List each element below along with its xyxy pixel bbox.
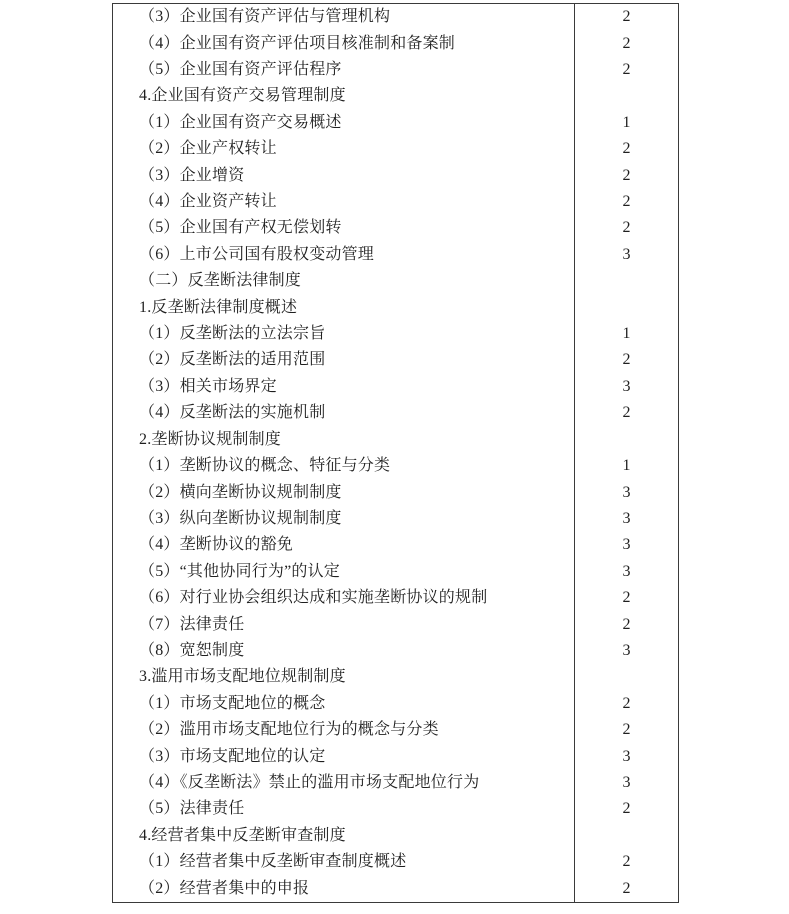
table-row: [113, 427, 678, 453]
hours-cell: 3: [574, 743, 678, 769]
table-row: [113, 110, 678, 136]
hours-cell: 2: [574, 162, 678, 188]
topic-cell: （3）企业增资: [139, 166, 245, 184]
table-row: [113, 770, 678, 796]
table-row: [113, 849, 678, 875]
topic-cell: （5）企业国有资产评估程序: [139, 61, 342, 79]
table-row: [113, 611, 678, 637]
hours-cell: [574, 294, 678, 320]
table-row: [113, 321, 678, 347]
table-row: [113, 294, 678, 320]
topic-cell: （2）滥用市场支配地位行为的概念与分类: [139, 721, 439, 739]
topic-cell: （7）法律责任: [139, 615, 245, 633]
table-row: [113, 796, 678, 822]
topic-cell: （1）垄断协议的概念、特征与分类: [139, 457, 391, 475]
hours-cell: [574, 427, 678, 453]
topic-cell: （6）对行业协会组织达成和实施垄断协议的规制: [139, 589, 488, 607]
hours-cell: 2: [574, 215, 678, 241]
table-row: [113, 189, 678, 215]
hours-cell: 3: [574, 374, 678, 400]
topic-cell: （3）相关市场界定: [139, 377, 277, 395]
topic-cell: 2.垄断协议规制制度: [139, 430, 282, 448]
hours-cell: [574, 268, 678, 294]
topic-cell: （4）垄断协议的豁免: [139, 536, 294, 554]
hours-cell: 2: [574, 717, 678, 743]
topic-cell: （2）反垄断法的适用范围: [139, 351, 326, 369]
hours-cell: 2: [574, 347, 678, 373]
topic-cell: （5）“其他协同行为”的认定: [139, 562, 341, 580]
hours-cell: 2: [574, 4, 678, 30]
table-row: [113, 242, 678, 268]
hours-cell: 2: [574, 796, 678, 822]
topic-cell: （1）反垄断法的立法宗旨: [139, 325, 326, 343]
table-row: [113, 875, 678, 901]
table-row: [113, 453, 678, 479]
topic-cell: （4）《反垄断法》禁止的滥用市场支配地位行为: [139, 773, 480, 791]
topic-cell: 4.经营者集中反垄断审查制度: [139, 826, 346, 844]
topic-cell: （3）纵向垄断协议规制制度: [139, 509, 342, 527]
hours-cell: 3: [574, 506, 678, 532]
table-row: [113, 638, 678, 664]
hours-cell: 2: [574, 136, 678, 162]
hours-cell: [574, 664, 678, 690]
hours-cell: 1: [574, 321, 678, 347]
topic-cell: （6）上市公司国有股权变动管理: [139, 245, 375, 263]
topic-cell: （3）企业国有资产评估与管理机构: [139, 8, 391, 26]
table-row: [113, 83, 678, 109]
hours-cell: 1: [574, 453, 678, 479]
hours-cell: [574, 823, 678, 849]
topic-cell: （3）市场支配地位的认定: [139, 747, 326, 765]
table-row: [113, 268, 678, 294]
table-row: [113, 717, 678, 743]
topic-cell: （4）企业资产转让: [139, 193, 277, 211]
table-row: [113, 136, 678, 162]
topic-cell: 4.企业国有资产交易管理制度: [139, 87, 346, 105]
table-row: [113, 823, 678, 849]
topic-cell: 1.反垄断法律制度概述: [139, 298, 298, 316]
table-row: [113, 532, 678, 558]
topic-cell: （2）横向垄断协议规制制度: [139, 483, 342, 501]
syllabus-table: [112, 3, 679, 903]
table-row: [113, 347, 678, 373]
hours-cell: 2: [574, 400, 678, 426]
topic-cell: （2）企业产权转让: [139, 140, 277, 158]
table-row: [113, 691, 678, 717]
topic-cell: （1）企业国有资产交易概述: [139, 113, 342, 131]
topic-cell: 3.滥用市场支配地位规制制度: [139, 668, 346, 686]
topic-cell: （5）法律责任: [139, 800, 245, 818]
topic-cell: （1）经营者集中反垄断审查制度概述: [139, 853, 407, 871]
hours-cell: 2: [574, 30, 678, 56]
hours-cell: 2: [574, 849, 678, 875]
table-row: [113, 57, 678, 83]
hours-cell: 2: [574, 585, 678, 611]
hours-cell: [574, 83, 678, 109]
hours-cell: 2: [574, 189, 678, 215]
topic-cell: （4）反垄断法的实施机制: [139, 404, 326, 422]
table-row: [113, 479, 678, 505]
table-row: [113, 30, 678, 56]
table-row: [113, 506, 678, 532]
hours-cell: 2: [574, 611, 678, 637]
topic-cell: （1）市场支配地位的概念: [139, 694, 326, 712]
table-row: [113, 585, 678, 611]
hours-cell: 3: [574, 770, 678, 796]
hours-cell: 1: [574, 110, 678, 136]
topic-cell: （2）经营者集中的申报: [139, 879, 310, 897]
table-row: [113, 215, 678, 241]
hours-cell: 3: [574, 638, 678, 664]
hours-cell: 3: [574, 242, 678, 268]
hours-cell: 2: [574, 691, 678, 717]
hours-cell: 3: [574, 559, 678, 585]
topic-cell: （8）宽恕制度: [139, 641, 245, 659]
table-row: [113, 743, 678, 769]
topic-cell: （二）反垄断法律制度: [139, 272, 302, 290]
table-row: [113, 559, 678, 585]
hours-cell: 3: [574, 532, 678, 558]
table-row: [113, 162, 678, 188]
topic-cell: （4）企业国有资产评估项目核准制和备案制: [139, 34, 456, 52]
hours-cell: 2: [574, 57, 678, 83]
hours-cell: 2: [574, 875, 678, 901]
table-row: [113, 400, 678, 426]
table-row: [113, 374, 678, 400]
hours-cell: 3: [574, 479, 678, 505]
topic-cell: （5）企业国有产权无偿划转: [139, 219, 342, 237]
table-row: [113, 664, 678, 690]
table-row: [113, 4, 678, 30]
